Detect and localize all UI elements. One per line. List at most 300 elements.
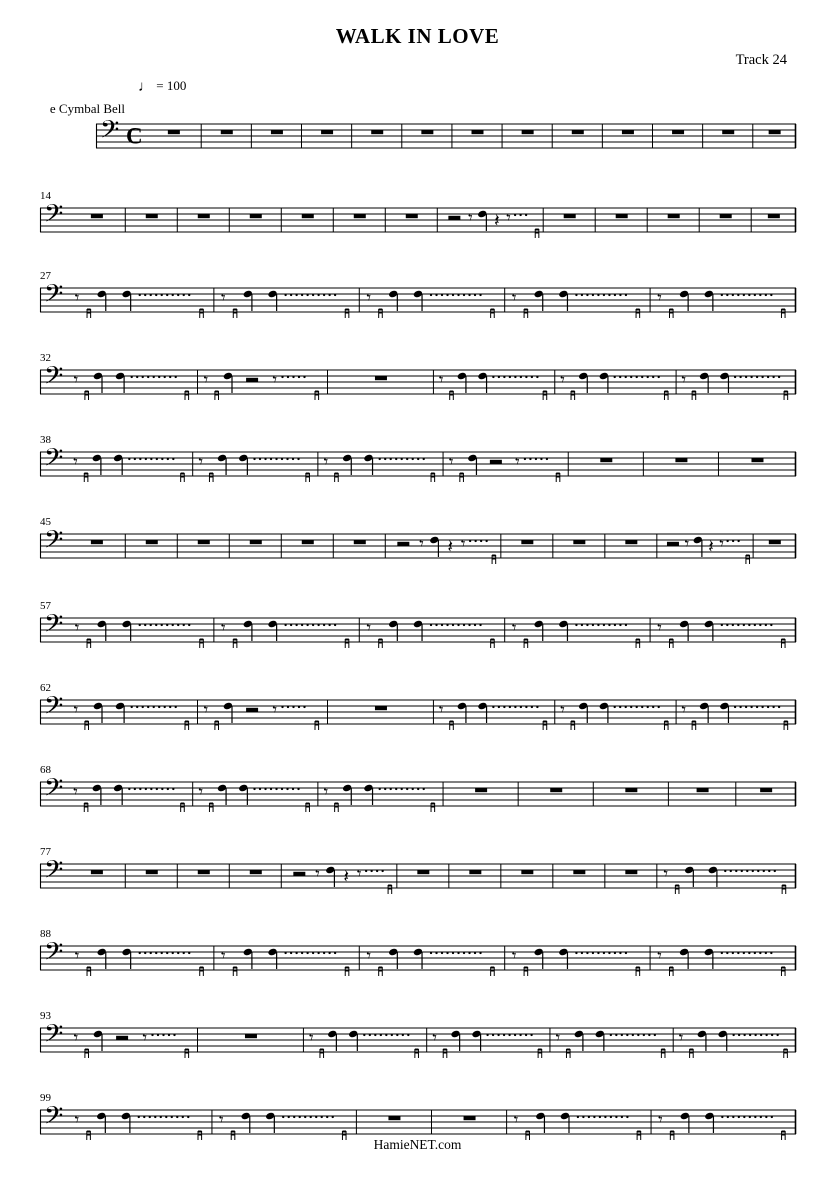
eighth-rest (74, 371, 79, 391)
whole-rest (760, 788, 772, 792)
svg-text:𝄾: 𝄾 (719, 534, 724, 555)
svg-text:𝄾: 𝄾 (356, 864, 362, 885)
svg-text:𝄾: 𝄾 (468, 208, 473, 229)
bass-clef-icon (44, 692, 63, 727)
staff-system (40, 426, 796, 502)
whole-rest (769, 130, 781, 134)
whole-rest (572, 130, 584, 134)
sixteenth-cluster (746, 555, 750, 564)
sixteenth-cluster (335, 473, 339, 482)
whole-rest (221, 130, 233, 134)
svg-text:𝄾: 𝄾 (460, 534, 466, 555)
svg-text:𝄾: 𝄾 (513, 1110, 519, 1131)
svg-text:𝄾: 𝄾 (74, 946, 80, 967)
svg-text:𝄢: 𝄢 (44, 199, 64, 235)
sixteenth-cluster (661, 1049, 665, 1058)
whole-rest (245, 1034, 257, 1038)
sixteenth-cluster (388, 885, 392, 894)
bass-clef-icon (44, 610, 63, 645)
whole-rest (91, 540, 103, 544)
sixteenth-cluster (200, 967, 204, 976)
sixteenth-cluster (315, 721, 319, 730)
svg-text:𝄾: 𝄾 (73, 452, 78, 473)
dot-run (131, 376, 177, 378)
quarter-rest (447, 537, 453, 558)
sixteenth-cluster (85, 391, 89, 400)
svg-text:𝄾: 𝄾 (366, 618, 371, 639)
svg-text:𝄾: 𝄾 (681, 700, 686, 721)
measure-number: 32 (40, 352, 51, 364)
measure-number: 38 (40, 434, 51, 446)
eighth-rest (273, 371, 278, 391)
sixteenth-cluster (636, 639, 640, 648)
svg-text:𝄾: 𝄾 (438, 700, 444, 721)
staff-system (40, 920, 796, 996)
staff-system (40, 182, 796, 258)
eighth-rest (221, 947, 226, 967)
whole-rest (371, 130, 383, 134)
eighth-rest (198, 453, 203, 473)
dot-run (492, 706, 538, 708)
svg-text:𝄾: 𝄾 (221, 946, 226, 967)
svg-text:𝄾: 𝄾 (657, 288, 662, 309)
bass-clef-icon (44, 444, 63, 479)
staff-system (40, 1002, 796, 1078)
sixteenth-cluster (460, 473, 464, 482)
eighth-rest (366, 289, 371, 309)
sixteenth-cluster (690, 1049, 694, 1058)
sixteenth-cluster (538, 1049, 542, 1058)
sixteenth-cluster (492, 555, 496, 564)
eighth-rest (419, 535, 424, 555)
whole-rest (472, 130, 484, 134)
eighth-rest (221, 289, 226, 309)
sixteenth-cluster (781, 967, 785, 976)
svg-text:𝄾: 𝄾 (511, 946, 517, 967)
eighth-rest (681, 701, 686, 721)
sixteenth-cluster (181, 473, 185, 482)
svg-text:𝄽: 𝄽 (708, 536, 714, 558)
half-rest (397, 542, 409, 546)
sixteenth-cluster (784, 721, 788, 730)
dot-run (486, 1034, 532, 1036)
eighth-rest (73, 453, 78, 473)
sixteenth-cluster (431, 473, 435, 482)
eighth-rest (506, 209, 511, 229)
sixteenth-cluster (636, 967, 640, 976)
sixteenth-cluster (306, 473, 310, 482)
whole-rest (573, 540, 585, 544)
eighth-rest (75, 619, 80, 639)
eighth-rest (439, 701, 444, 721)
sixteenth-cluster (784, 391, 788, 400)
bass-clef-icon (44, 1102, 63, 1137)
svg-text:𝄾: 𝄾 (511, 288, 517, 309)
svg-text:𝄢: 𝄢 (44, 937, 64, 973)
svg-text:𝄾: 𝄾 (198, 452, 203, 473)
dot-run (131, 706, 177, 708)
eighth-rest (221, 619, 226, 639)
eighth-rest (515, 453, 520, 473)
whole-rest (302, 214, 314, 218)
staff-system (40, 508, 796, 584)
eighth-rest (439, 371, 444, 391)
svg-text:𝄢: 𝄢 (44, 1101, 64, 1137)
measure-number: 68 (40, 764, 51, 776)
svg-text:𝄢: 𝄢 (44, 279, 64, 315)
eighth-rest (514, 1111, 519, 1131)
whole-rest (198, 540, 210, 544)
sixteenth-cluster (781, 309, 785, 318)
svg-text:𝄾: 𝄾 (678, 1028, 684, 1049)
measure-number: 57 (40, 600, 51, 612)
sixteenth-cluster (345, 967, 349, 976)
eighth-rest (204, 701, 209, 721)
svg-text:𝄾: 𝄾 (142, 1028, 148, 1049)
whole-rest (625, 540, 637, 544)
measure-number: 99 (40, 1092, 51, 1104)
bass-clef-icon (44, 856, 63, 891)
svg-text:𝄾: 𝄾 (315, 864, 320, 885)
bass-clef-icon (44, 774, 63, 809)
svg-text:𝄢: 𝄢 (44, 691, 64, 727)
sixteenth-cluster (84, 803, 88, 812)
eighth-rest (143, 1029, 148, 1049)
eighth-rest (685, 535, 690, 555)
tempo-note-icon: ♩ (138, 79, 153, 95)
eighth-rest (324, 783, 329, 803)
sixteenth-cluster (209, 803, 213, 812)
svg-text:𝄽: 𝄽 (494, 210, 500, 232)
eighth-rest (357, 865, 362, 885)
sixteenth-cluster (85, 1049, 89, 1058)
sixteenth-cluster (181, 803, 185, 812)
tempo-value: = 100 (156, 78, 187, 93)
sixteenth-cluster (571, 721, 575, 730)
eighth-rest (512, 289, 517, 309)
eighth-rest (461, 535, 466, 555)
svg-text:𝄾: 𝄾 (511, 618, 517, 639)
sixteenth-cluster (209, 473, 213, 482)
sixteenth-cluster (431, 803, 435, 812)
sixteenth-cluster (669, 967, 673, 976)
sixteenth-cluster (415, 1049, 419, 1058)
sixteenth-cluster (320, 1049, 324, 1058)
tempo-marking (138, 78, 186, 95)
svg-text:𝄾: 𝄾 (73, 700, 79, 721)
sixteenth-cluster (185, 391, 189, 400)
sixteenth-cluster (200, 639, 204, 648)
eighth-rest (75, 947, 80, 967)
svg-text:𝄾: 𝄾 (448, 452, 454, 473)
dot-run (128, 788, 174, 790)
sixteenth-cluster (335, 803, 339, 812)
measure-number: 14 (40, 190, 51, 202)
whole-rest (250, 540, 262, 544)
sixteenth-cluster (379, 639, 383, 648)
svg-text:𝄢: 𝄢 (44, 1019, 64, 1055)
sixteenth-cluster (543, 721, 547, 730)
svg-text:𝄾: 𝄾 (366, 288, 371, 309)
eighth-rest (664, 865, 669, 885)
bass-clef-icon (44, 200, 63, 235)
whole-rest (417, 870, 429, 874)
whole-rest (675, 458, 687, 462)
sixteenth-cluster (345, 639, 349, 648)
dot-run (732, 1034, 778, 1036)
sixteenth-cluster (345, 309, 349, 318)
whole-rest (522, 130, 534, 134)
whole-rest (469, 870, 481, 874)
whole-rest (697, 788, 709, 792)
svg-text:𝄢: 𝄢 (44, 361, 64, 397)
whole-rest (146, 540, 158, 544)
sixteenth-cluster (233, 309, 237, 318)
sixteenth-cluster (185, 1049, 189, 1058)
sixteenth-cluster (84, 473, 88, 482)
dot-run (363, 1034, 409, 1036)
whole-rest (198, 214, 210, 218)
eighth-rest (658, 1111, 663, 1131)
whole-rest (616, 214, 628, 218)
svg-text:𝄢: 𝄢 (100, 115, 120, 151)
sixteenth-cluster (87, 639, 91, 648)
whole-rest (198, 870, 210, 874)
svg-text:𝄾: 𝄾 (657, 946, 662, 967)
eighth-rest (74, 1029, 79, 1049)
eighth-rest (315, 865, 320, 885)
bass-clef-icon (100, 116, 119, 151)
whole-rest (146, 870, 158, 874)
sixteenth-cluster (571, 391, 575, 400)
track-label: Track 24 (735, 52, 787, 68)
whole-rest (521, 870, 533, 874)
eighth-rest (657, 619, 662, 639)
sixteenth-cluster (85, 721, 89, 730)
sixteenth-cluster (566, 1049, 570, 1058)
eighth-rest (74, 701, 79, 721)
whole-rest (768, 214, 780, 218)
eighth-rest (366, 947, 371, 967)
half-rest (490, 460, 502, 464)
whole-rest (720, 214, 732, 218)
svg-text:𝄢: 𝄢 (44, 855, 64, 891)
whole-rest (625, 870, 637, 874)
sixteenth-cluster (200, 309, 204, 318)
sixteenth-cluster (450, 721, 454, 730)
measure-number: 62 (40, 682, 51, 694)
staff-system (40, 262, 796, 338)
eighth-rest (512, 947, 517, 967)
dot-run (734, 706, 780, 708)
dot-run (128, 458, 174, 460)
dot-run (614, 706, 660, 708)
eighth-rest (719, 535, 724, 555)
sixteenth-cluster (556, 473, 560, 482)
staff-system (96, 98, 796, 174)
svg-text:𝄾: 𝄾 (366, 946, 371, 967)
eighth-rest (432, 1029, 437, 1049)
eighth-rest (681, 371, 686, 391)
eighth-rest (560, 371, 565, 391)
eighth-rest (219, 1111, 224, 1131)
page-title: WALK IN LOVE (335, 24, 500, 48)
sixteenth-cluster (669, 639, 673, 648)
eighth-rest (657, 289, 662, 309)
whole-rest (672, 130, 684, 134)
svg-text:𝄾: 𝄾 (74, 618, 80, 639)
svg-text:𝄽: 𝄽 (343, 866, 350, 888)
svg-text:𝄾: 𝄾 (419, 534, 424, 555)
eighth-rest (75, 1111, 80, 1131)
footer-credit: HamieNET.com (373, 1137, 462, 1152)
sixteenth-cluster (524, 639, 528, 648)
dot-run (734, 376, 780, 378)
staff-system (40, 756, 796, 832)
whole-rest (375, 376, 387, 380)
sixteenth-cluster (215, 721, 219, 730)
whole-rest (521, 540, 533, 544)
eighth-rest (198, 783, 203, 803)
svg-text:𝄾: 𝄾 (432, 1028, 437, 1049)
svg-text:𝄾: 𝄾 (203, 700, 209, 721)
svg-text:𝄾: 𝄾 (73, 1028, 79, 1049)
bass-clef-icon (44, 526, 63, 561)
whole-rest (354, 214, 366, 218)
sixteenth-cluster (692, 721, 696, 730)
eighth-rest (657, 947, 662, 967)
half-rest (293, 872, 305, 876)
sixteenth-cluster (87, 967, 91, 976)
whole-rest (600, 458, 612, 462)
svg-text:𝄾: 𝄾 (560, 700, 565, 721)
eighth-rest (75, 289, 80, 309)
svg-text:𝄾: 𝄾 (198, 782, 203, 803)
whole-rest (475, 788, 487, 792)
sixteenth-cluster (664, 721, 668, 730)
sixteenth-cluster (233, 967, 237, 976)
svg-text:𝄢: 𝄢 (44, 773, 64, 809)
whole-rest (271, 130, 283, 134)
whole-rest (769, 540, 781, 544)
sixteenth-cluster (636, 309, 640, 318)
svg-text:𝄾: 𝄾 (681, 370, 686, 391)
sixteenth-cluster (692, 391, 696, 400)
measure-number: 93 (40, 1010, 51, 1022)
sixteenth-cluster (543, 391, 547, 400)
whole-rest (146, 214, 158, 218)
whole-rest (168, 130, 180, 134)
measure-number: 77 (40, 846, 51, 858)
half-rest (246, 378, 258, 382)
whole-rest (722, 130, 734, 134)
whole-rest (250, 870, 262, 874)
dot-run (492, 376, 538, 378)
sixteenth-cluster (379, 309, 383, 318)
sixteenth-cluster (669, 309, 673, 318)
dot-run (253, 788, 299, 790)
dot-run (379, 458, 425, 460)
svg-text:𝄢: 𝄢 (44, 609, 64, 645)
dot-run (379, 788, 425, 790)
whole-rest (573, 870, 585, 874)
eighth-rest (560, 701, 565, 721)
eighth-rest (449, 453, 454, 473)
staff-system (40, 838, 796, 914)
whole-rest (302, 540, 314, 544)
sixteenth-cluster (781, 639, 785, 648)
quarter-rest (708, 537, 714, 558)
svg-text:𝄾: 𝄾 (272, 700, 278, 721)
sixteenth-cluster (675, 885, 679, 894)
whole-rest (91, 214, 103, 218)
sixteenth-cluster (524, 309, 528, 318)
whole-rest (622, 130, 634, 134)
whole-rest (91, 870, 103, 874)
bass-clef-icon (44, 1020, 63, 1055)
half-rest (246, 708, 258, 712)
svg-text:𝄾: 𝄾 (221, 288, 226, 309)
svg-text:𝄾: 𝄾 (657, 618, 662, 639)
sixteenth-cluster (491, 309, 495, 318)
sixteenth-cluster (784, 1049, 788, 1058)
eighth-rest (512, 619, 517, 639)
svg-text:𝄢: 𝄢 (44, 525, 64, 561)
eighth-rest (273, 701, 278, 721)
quarter-rest (494, 211, 500, 232)
sixteenth-cluster (782, 885, 786, 894)
whole-rest (564, 214, 576, 218)
svg-text:𝄾: 𝄾 (658, 1110, 663, 1131)
whole-rest (406, 214, 418, 218)
sixteenth-cluster (491, 967, 495, 976)
svg-text:𝄾: 𝄾 (506, 208, 511, 229)
whole-rest (354, 540, 366, 544)
measure-number: 45 (40, 516, 51, 528)
svg-text:𝄾: 𝄾 (74, 1110, 80, 1131)
measure-number: 27 (40, 270, 51, 282)
eighth-rest (366, 619, 371, 639)
svg-text:𝄾: 𝄾 (272, 370, 278, 391)
svg-text:𝄾: 𝄾 (323, 452, 329, 473)
eighth-rest (324, 453, 329, 473)
svg-text:𝄾: 𝄾 (203, 370, 209, 391)
bass-clef-icon (44, 938, 63, 973)
bass-clef-icon (44, 362, 63, 397)
whole-rest (668, 214, 680, 218)
dot-run (610, 1034, 656, 1036)
svg-text:𝄾: 𝄾 (515, 452, 520, 473)
staff-system (40, 674, 796, 750)
half-rest (448, 216, 460, 220)
svg-text:𝄾: 𝄾 (555, 1028, 561, 1049)
sixteenth-cluster (185, 721, 189, 730)
sixteenth-cluster (535, 229, 539, 238)
svg-text:𝄾: 𝄾 (309, 1028, 314, 1049)
whole-rest (625, 788, 637, 792)
whole-rest (375, 706, 387, 710)
whole-rest (550, 788, 562, 792)
svg-text:𝄾: 𝄾 (73, 782, 78, 803)
half-rest (667, 542, 679, 546)
svg-text:𝄢: 𝄢 (44, 443, 64, 479)
dot-run (614, 376, 660, 378)
eighth-rest (556, 1029, 561, 1049)
whole-rest (751, 458, 763, 462)
svg-text:𝄾: 𝄾 (663, 864, 669, 885)
eighth-rest (679, 1029, 684, 1049)
svg-text:𝄾: 𝄾 (219, 1110, 224, 1131)
